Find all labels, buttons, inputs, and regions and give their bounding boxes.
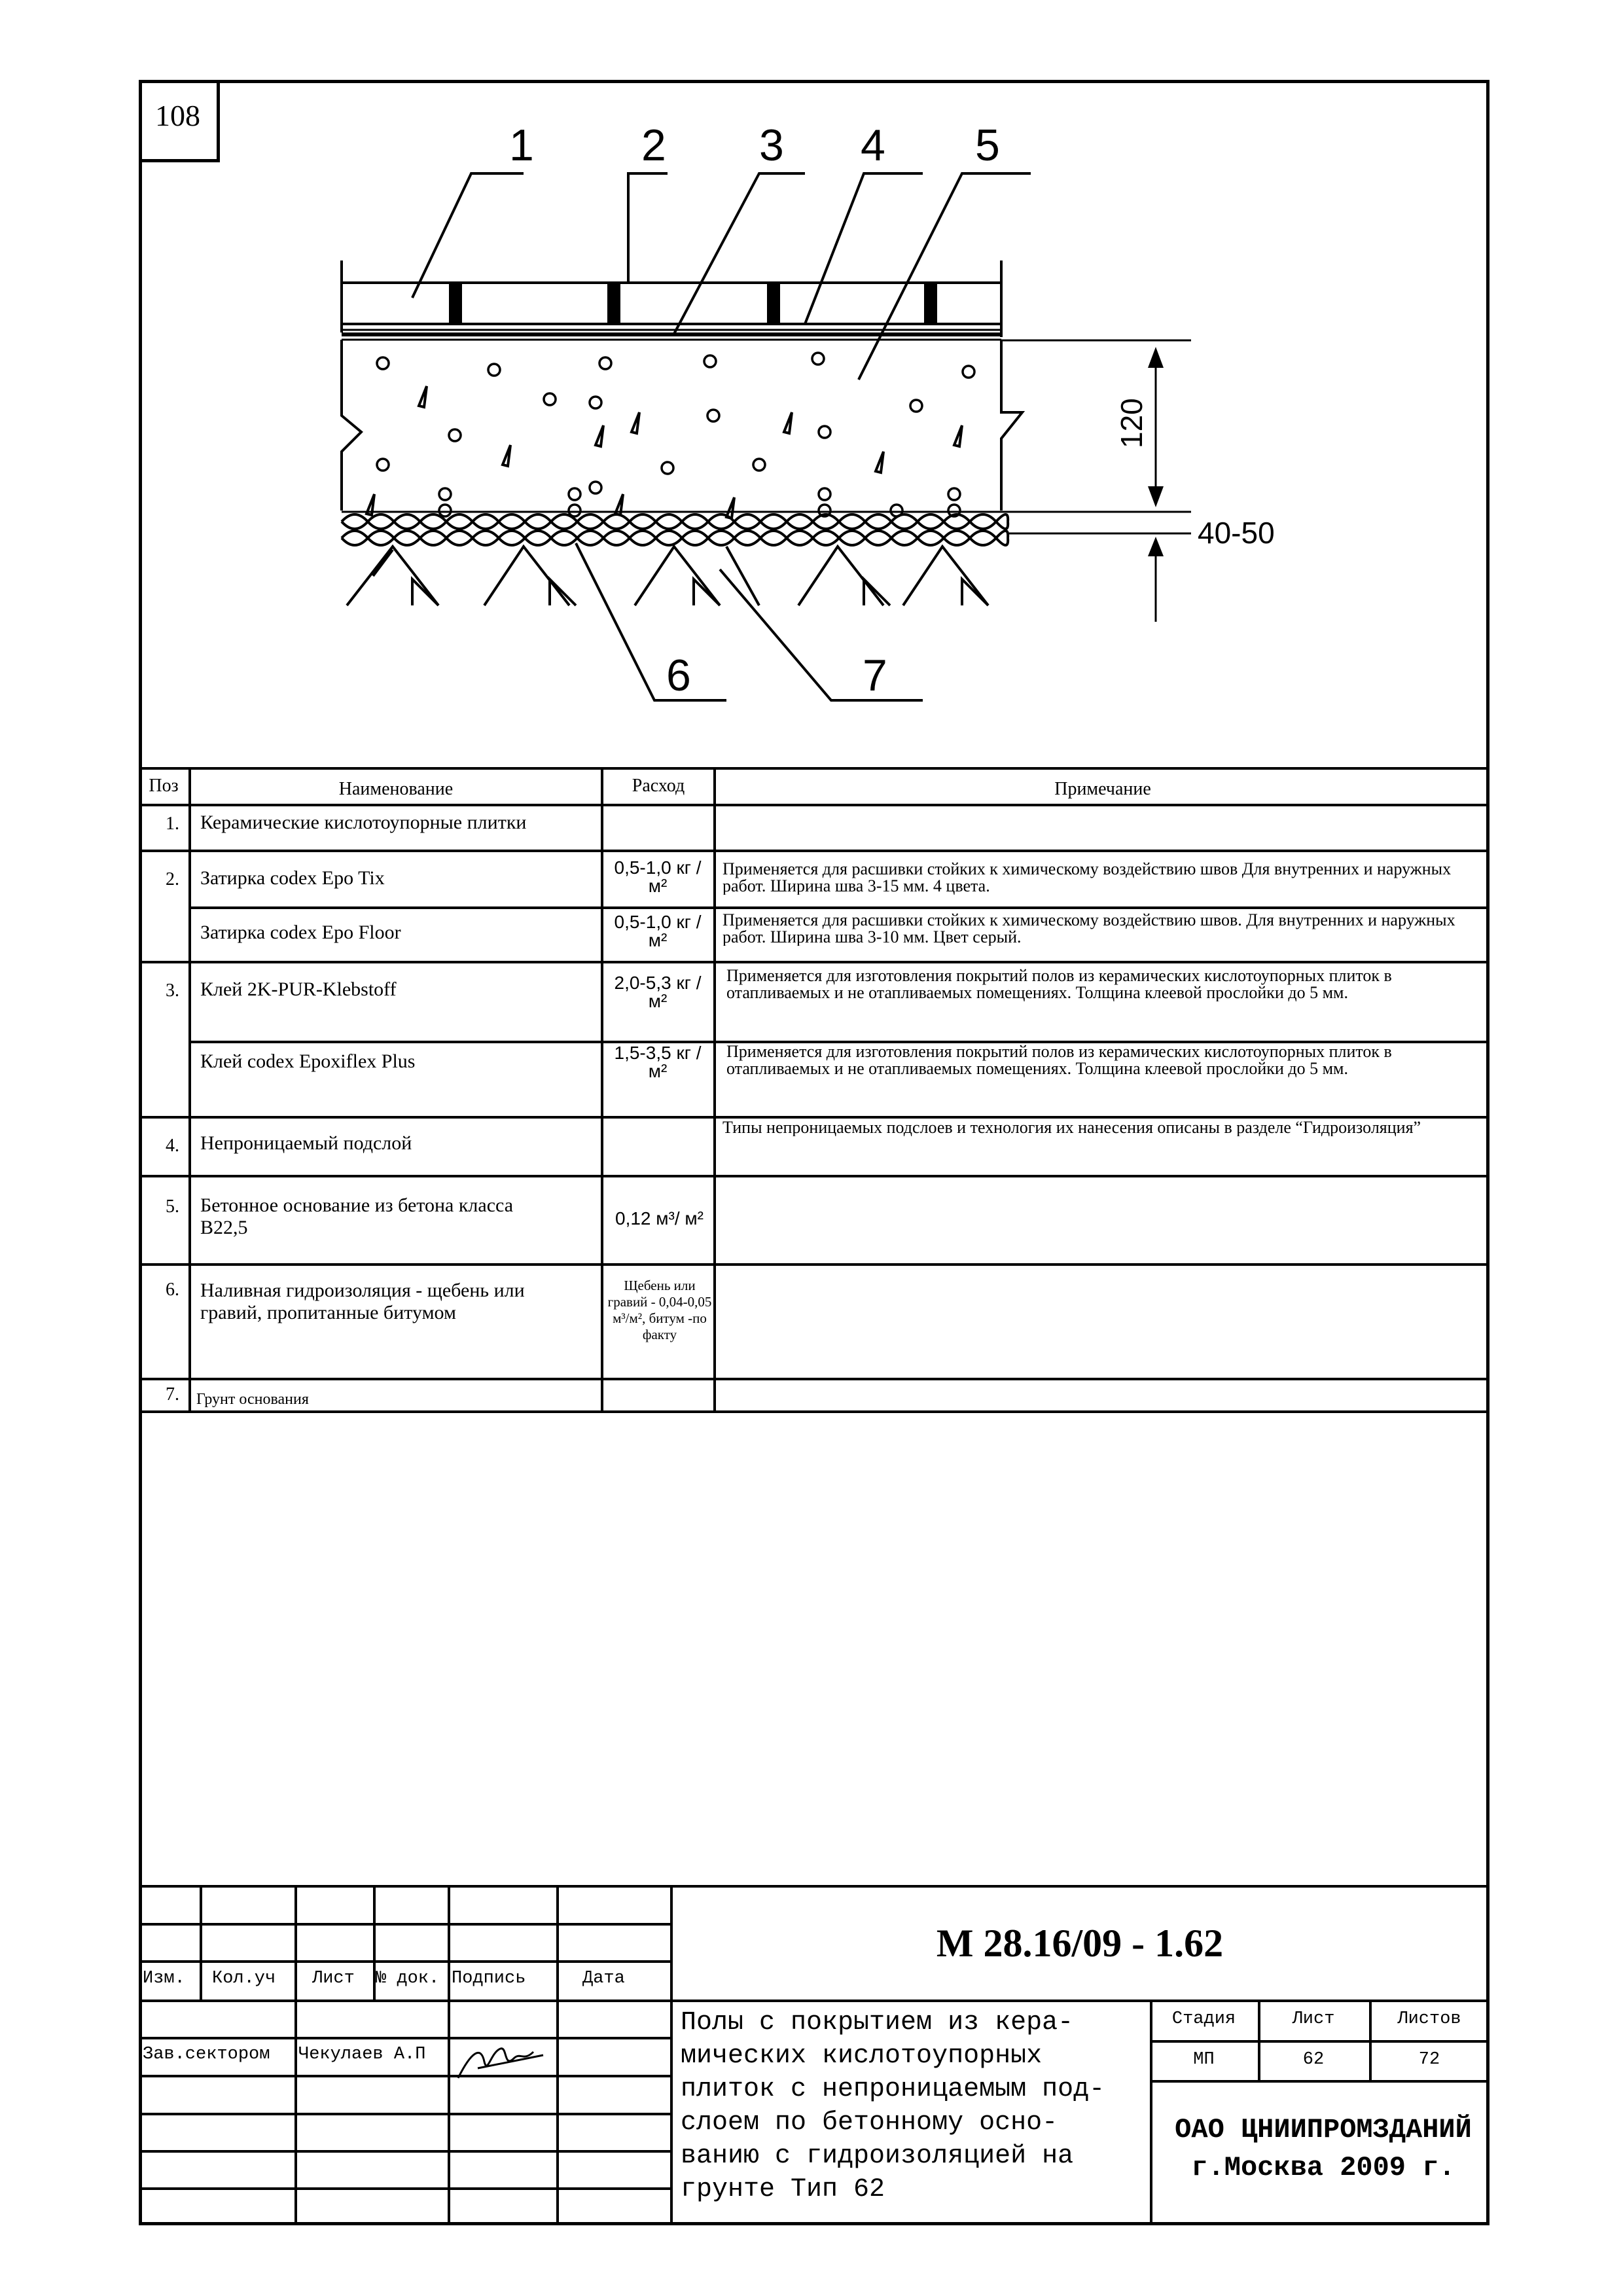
sheet-label: Лист xyxy=(1292,2009,1335,2029)
row-6-pos: 6. xyxy=(166,1280,179,1300)
dimension-40-50: 40-50 xyxy=(1198,516,1275,550)
sheet-title-line-6: грунте Тип 62 xyxy=(681,2175,885,2204)
page-number: 108 xyxy=(139,80,220,162)
sheet-title-line-1: Полы с покрытием из кера- xyxy=(681,2008,1074,2037)
row-5-rate: 0,12 м³/ м² xyxy=(615,1210,704,1228)
row-3-name: Клей 2K-PUR-Klebstoff xyxy=(200,978,397,1000)
row-3b-name: Клей codex Epoxiflex Plus xyxy=(200,1050,416,1072)
row-2-rate: 0,5-1,0 кг / м² xyxy=(614,859,702,895)
row-3b-note: Применяется для изготовления покрытий полов из керамических кислотоупорных плиток в отапливаемых и не отапливаемых помещениях. Толщина клеевой прослойки до 5 мм. xyxy=(726,1043,1392,1077)
row-2b-name: Затирка codex Epo Floor xyxy=(200,922,401,943)
dimension-120: 120 xyxy=(1115,398,1149,448)
row-3b-rate: 1,5-3,5 кг / м² xyxy=(614,1044,702,1081)
header-note: Примечание xyxy=(1054,779,1151,799)
label-date: Дата xyxy=(582,1969,625,1988)
sheet-value: 62 xyxy=(1302,2050,1325,2070)
row-4-pos: 4. xyxy=(166,1136,179,1156)
sheets-value: 72 xyxy=(1418,2050,1440,2070)
callout-3: 3 xyxy=(759,124,784,170)
row-4-note: Типы непроницаемых подслоев и технология их нанесения описаны в разделе “Гидроизоляция” xyxy=(722,1119,1421,1136)
signature xyxy=(452,2039,550,2085)
floor-section-drawing xyxy=(327,124,1348,713)
role-label: Зав.сектором xyxy=(143,2045,270,2064)
callout-6: 6 xyxy=(666,651,691,700)
row-1-name: Керамические кислотоупорные плитки xyxy=(200,812,527,833)
row-6-rate: Щебень или гравий - 0,04-0,05 м³/м², битум -по факту xyxy=(607,1278,712,1342)
row-3-rate: 2,0-5,3 кг / м² xyxy=(614,974,702,1011)
row-5-name: Бетонное основание из бетона класса В22,5 xyxy=(200,1194,514,1238)
sheet-title xyxy=(681,2006,1126,2206)
stage-value: МП xyxy=(1193,2050,1215,2070)
sheet-title-line-2: мических кислотоупорных xyxy=(681,2041,1043,2071)
header-name: Наименование xyxy=(338,779,454,799)
label-list: Лист xyxy=(312,1969,355,1988)
row-2-pos: 2. xyxy=(166,869,179,889)
row-2-name: Затирка codex Epo Tix xyxy=(200,867,385,889)
callout-1: 1 xyxy=(509,124,534,170)
callout-4: 4 xyxy=(861,124,885,170)
stage-label: Стадия xyxy=(1171,2009,1236,2029)
row-3-pos: 3. xyxy=(166,980,179,1001)
row-2b-note: Применяется для расшивки стойких к химическому воздействию швов. Для внутренних и наружных работ. Ширина шва 3-10 мм. Цвет серый. xyxy=(722,912,1455,946)
sheet-title-line-5: ванию с гидроизоляцией на xyxy=(681,2142,1074,2171)
label-kol: Кол.уч xyxy=(212,1969,276,1988)
label-izm: Изм. xyxy=(143,1969,185,1988)
callout-2: 2 xyxy=(641,124,666,170)
row-2b-rate: 0,5-1,0 кг / м² xyxy=(614,913,702,950)
label-sign: Подпись xyxy=(452,1969,526,1988)
row-2-note: Применяется для расшивки стойких к химическому воздействию швов Для внутренних и наружных работ. Ширина шва 3-15 мм. 4 цвета. xyxy=(722,861,1452,895)
sheets-label: Листов xyxy=(1397,2009,1461,2029)
row-1-pos: 1. xyxy=(166,814,179,834)
row-6-name: Наливная гидроизоляция - щебень или гравий, пропитанные битумом xyxy=(200,1280,525,1323)
organization-city-year: г.Москва 2009 г. xyxy=(1191,2152,1455,2183)
sheet-title-line-4: слоем по бетонному осно- xyxy=(681,2108,1058,2138)
callout-5: 5 xyxy=(975,124,1000,170)
organization-name: ОАО ЦНИИПРОМЗДАНИЙ xyxy=(1175,2114,1472,2145)
organization xyxy=(1153,2111,1493,2187)
callout-7: 7 xyxy=(863,651,887,700)
document-code: М 28.16/09 - 1.62 xyxy=(936,1922,1224,1965)
row-4-name: Непроницаемый подслой xyxy=(200,1132,412,1154)
label-doc: № док. xyxy=(376,1969,440,1988)
header-rate: Расход xyxy=(632,776,685,796)
row-7-pos: 7. xyxy=(166,1384,179,1405)
row-7-name: Грунт основания xyxy=(196,1391,309,1408)
row-5-pos: 5. xyxy=(166,1196,179,1217)
row-3-note: Применяется для изготовления покрытий полов из керамических кислотоупорных плиток в отапливаемых и не отапливаемых помещениях. Толщина клеевой прослойки до 5 мм. xyxy=(726,967,1392,1001)
sheet-title-line-3: плиток с непроницаемым под- xyxy=(681,2075,1105,2104)
header-pos: Поз xyxy=(149,776,179,796)
person-name: Чекулаев А.П xyxy=(298,2045,426,2064)
